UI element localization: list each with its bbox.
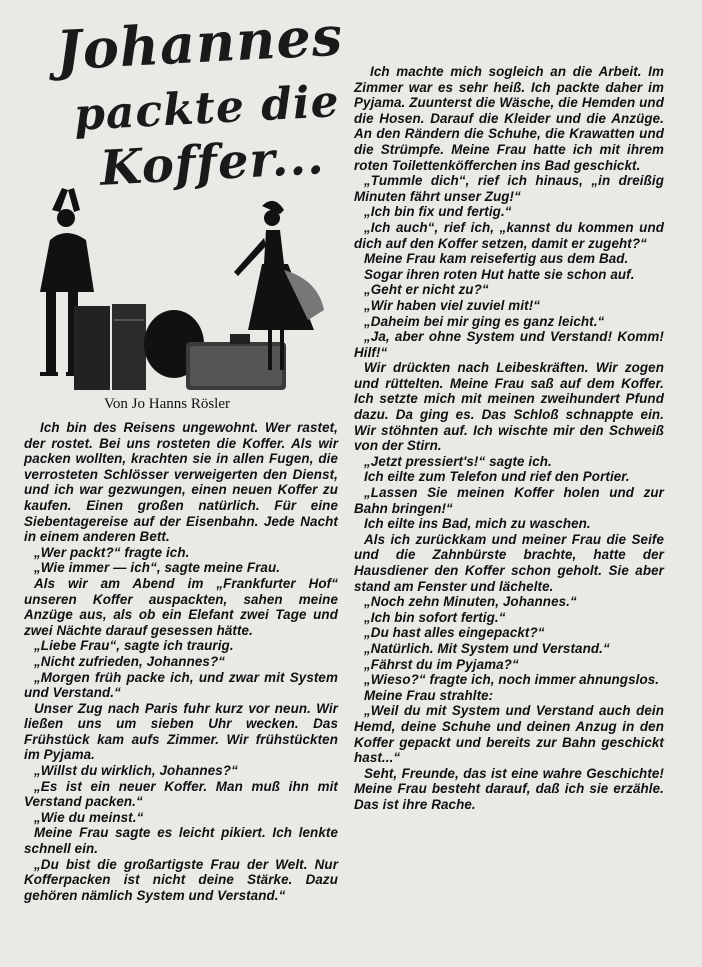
paragraph: „Wer packt?“ fragte ich. xyxy=(34,544,190,560)
paragraph: Meine Frau strahlte: xyxy=(364,687,494,703)
paragraph: „Weil du mit System und Verstand auch dein Hemd, deine Schuhe und deinen Anzug in den Koffer gepackt und bereits zur Bahn geschickt hast...“ xyxy=(354,703,664,766)
paragraph: Unser Zug nach Paris fuhr kurz vor neun. Wir ließen uns um sieben Uhr wecken. Das Frühstück kam aufs Zimmer. Wir frühstückten im Pyjama. xyxy=(24,700,338,763)
paragraph: Meine Frau sagte es leicht pikiert. Ich lenkte schnell ein. xyxy=(24,825,338,857)
paragraph: „Morgen früh packe ich, und zwar mit System und Verstand.“ xyxy=(24,669,338,701)
paragraph: „Wie immer — ich“, sagte meine Frau. xyxy=(34,560,281,576)
paragraph: Ich eilte zum Telefon und rief den Portier. xyxy=(364,469,630,485)
paragraph: Wir drückten nach Leibeskräften. Wir zogen und rüttelten. Meine Frau saß auf dem Koffer. Ich setzte mich mit meinen zweihundert Pfund dazu. Da ging es. Das Schloß schnappte ein. Wir stöhnten auf. Ich wischte mir den Schweiß von der Stirn. xyxy=(354,360,664,454)
byline: Von Jo Hanns Rösler xyxy=(104,396,230,412)
paragraph: „Es ist ein neuer Koffer. Man muß ihn mit Verstand packen.“ xyxy=(24,778,338,810)
paragraph: „Wir haben viel zuviel mit!“ xyxy=(364,297,541,313)
paragraph: Ich bin des Reisens ungewohnt. Wer rastet, der rostet. Bei uns rosteten die Koffer. Als wir packen wollten, krachten sie in allen Fugen, die verrosteten Schlösser verweigerten den Dienst, und ich war gezwungen, einen neuen Koffer zu kaufen. Einen großen natürlich. Für eine Siebentagereise auf der Eisenbahn. Jede Nacht in einem anderen Bett. xyxy=(24,420,338,545)
left-column xyxy=(24,420,338,903)
paragraph: Als ich zurückkam und meiner Frau die Seife und die Zahnbürste brachte, hatte der Hausdiener den Koffer schon geholt. Sie aber stand am Fenster und lächelte. xyxy=(354,531,664,594)
paragraph: Sogar ihren roten Hut hatte sie schon auf. xyxy=(364,266,635,282)
paragraph: „Fährst du im Pyjama?“ xyxy=(364,656,519,672)
paragraph: „Ja, aber ohne System und Verstand! Komm! Hilf!“ xyxy=(354,329,664,360)
title-line-3: Koffer... xyxy=(98,129,326,197)
paragraph: „Lassen Sie meinen Koffer holen und zur Bahn bringen!“ xyxy=(354,485,664,516)
paragraph: „Wie du meinst.“ xyxy=(34,809,144,825)
paragraph: Als wir am Abend im „Frankfurter Hof“ unseren Koffer auspackten, sahen meine Anzüge aus, als ob ein Elefant zwei Tage und zwei Nächte darauf gesessen hätte. xyxy=(24,575,338,638)
paragraph: „Natürlich. Mit System und Verstand.“ xyxy=(364,640,610,656)
paragraph: „Ich bin sofort fertig.“ xyxy=(364,609,506,625)
paragraph: „Willst du wirklich, Johannes?“ xyxy=(34,763,238,779)
title-line-2: packte die xyxy=(72,76,341,141)
paragraph: „Ich bin fix und fertig.“ xyxy=(364,204,512,220)
paragraph: „Nicht zufrieden, Johannes?“ xyxy=(34,653,226,669)
paragraph: „Du hast alles eingepackt?“ xyxy=(364,625,545,641)
paragraph: „Du bist die großartigste Frau der Welt. Nur Kofferpacken ist nicht deine Stärke. Dazu gehören nämlich System und Verstand.“ xyxy=(24,856,338,903)
paragraph: „Jetzt pressiert's!“ sagte ich. xyxy=(364,453,552,469)
paragraph: „Tummle dich“, rief ich hinaus, „in dreißig Minuten fährt unser Zug!“ xyxy=(354,173,664,204)
right-column xyxy=(354,64,664,813)
paragraph: „Noch zehn Minuten, Johannes.“ xyxy=(364,594,577,610)
title-line-1: Johannes xyxy=(54,3,345,83)
paragraph: Ich eilte ins Bad, mich zu waschen. xyxy=(364,516,591,532)
paragraph: „Ich auch“, rief ich, „kannst du kommen und dich auf den Koffer setzen, damit er zugeht?“ xyxy=(354,219,664,251)
paragraph: „Liebe Frau“, sagte ich traurig. xyxy=(34,638,234,654)
paragraph: Seht, Freunde, das ist eine wahre Geschichte! Meine Frau besteht darauf, daß ich sie erzähle. Das ist ihre Rache. xyxy=(354,765,664,812)
paragraph: Meine Frau kam reisefertig aus dem Bad. xyxy=(364,251,629,267)
paragraph: „Wieso?“ fragte ich, noch immer ahnungslos. xyxy=(364,672,660,688)
illustration-packing xyxy=(22,180,334,390)
paragraph: „Geht er nicht zu?“ xyxy=(364,282,489,298)
paragraph: Ich machte mich sogleich an die Arbeit. Im Zimmer war es sehr heiß. Ich packte daher im Pyjama. Zuunterst die Wäsche, die Hemden und die Hosen. Darauf die Kleider und die Anzüge. An den Rändern die Schuhe, die Krawatten und die Strümpfe. Meine Frau hatte ich mit ihrem roten Toilettenköfferchen ins Bad geschickt. xyxy=(354,64,664,173)
paragraph: „Daheim bei mir ging es ganz leicht.“ xyxy=(364,313,605,329)
